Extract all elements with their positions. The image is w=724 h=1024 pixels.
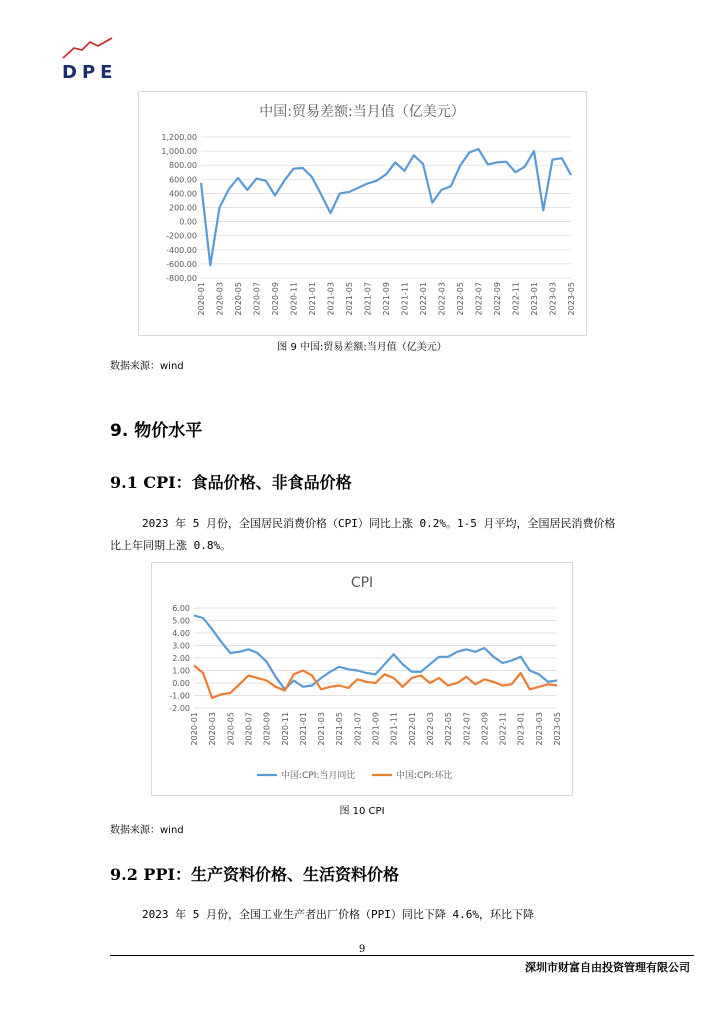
figure-10-source: 数据来源：wind [110, 825, 184, 836]
x-tick-label: 2023-05 [553, 712, 562, 746]
data-point [493, 656, 494, 657]
x-tick-label: 2021-09 [382, 282, 391, 316]
data-point [293, 680, 294, 681]
x-tick-label: 2022-07 [462, 712, 472, 746]
data-point [293, 168, 294, 169]
x-tick-label: 2021-03 [326, 282, 336, 316]
x-tick-label: 2020-09 [262, 712, 272, 746]
data-point [348, 191, 349, 192]
data-point [221, 694, 222, 695]
data-point [402, 686, 403, 687]
y-tick-label: 2.00 [172, 654, 190, 663]
data-point [357, 679, 358, 680]
data-point [284, 180, 285, 181]
data-point [293, 674, 294, 675]
data-point [402, 664, 403, 665]
data-point [547, 684, 548, 685]
data-point [506, 161, 507, 162]
data-point [330, 213, 331, 214]
x-tick-label: 2023-03 [548, 282, 558, 316]
data-point [247, 189, 248, 190]
y-tick-label: 1.00 [172, 666, 190, 676]
data-point [484, 679, 485, 680]
data-point [484, 647, 485, 648]
x-tick-label: 2022-01 [407, 712, 417, 746]
data-point [393, 677, 394, 678]
data-point [321, 689, 322, 690]
data-point [366, 672, 367, 673]
x-tick-label: 2022-05 [444, 712, 454, 746]
data-point [357, 670, 358, 671]
x-tick-label: 2022-11 [498, 712, 508, 746]
y-tick-label: 0.00 [172, 679, 190, 688]
x-tick-label: 2022-01 [419, 282, 428, 316]
data-point [493, 681, 494, 682]
data-point [212, 629, 213, 630]
data-point [529, 670, 530, 671]
data-point [438, 656, 439, 657]
data-point [441, 189, 442, 190]
data-point [339, 193, 340, 194]
data-point [219, 207, 220, 208]
data-point [321, 194, 322, 195]
figure-9-source: 数据来源：wind [110, 361, 184, 372]
y-tick-label: 4.00 [172, 629, 190, 638]
x-tick-label: 2020-11 [289, 282, 299, 316]
data-point [533, 151, 534, 152]
y-tick-label: 200.00 [169, 203, 197, 213]
data-point [248, 649, 249, 650]
data-point [239, 684, 240, 685]
data-point [459, 165, 460, 166]
x-tick-label: 2022-03 [437, 282, 447, 316]
section-9-heading: 9. 物价水平 [110, 421, 203, 441]
series-line [194, 616, 557, 690]
y-tick-label: -800.00 [166, 274, 197, 283]
data-point [330, 671, 331, 672]
data-point [200, 182, 201, 183]
data-point [284, 690, 285, 691]
data-point [538, 686, 539, 687]
data-point [475, 684, 476, 685]
data-point [432, 202, 433, 203]
x-tick-label: 2021-09 [371, 712, 381, 746]
data-point [543, 210, 544, 211]
data-point [438, 677, 439, 678]
data-point [212, 697, 213, 698]
data-point [384, 674, 385, 675]
data-point [256, 178, 257, 179]
data-point [321, 677, 322, 678]
data-point [404, 170, 405, 171]
y-tick-label: 800.00 [169, 161, 197, 171]
data-point [237, 177, 238, 178]
data-point [248, 675, 249, 676]
x-tick-label: 2021-07 [353, 712, 363, 746]
y-tick-label: 3.00 [172, 641, 190, 651]
x-tick-label: 2023-01 [530, 282, 539, 316]
data-point [487, 164, 488, 165]
x-tick-label: 2020-07 [244, 712, 254, 746]
data-point [429, 682, 430, 683]
data-point [375, 682, 376, 683]
cpi-chart [151, 562, 573, 796]
legend-label: 中国:CPI:环比 [396, 771, 453, 781]
data-point [239, 651, 240, 652]
data-point [457, 682, 458, 683]
data-point [448, 685, 449, 686]
x-tick-label: 2021-05 [335, 712, 345, 746]
section-9-1-heading: 9.1 CPI：食品价格、非食品价格 [110, 473, 352, 492]
data-point [411, 677, 412, 678]
data-point [339, 666, 340, 667]
data-point [384, 664, 385, 665]
data-point [275, 686, 276, 687]
x-tick-label: 2020-03 [208, 712, 218, 746]
x-tick-label: 2020-05 [226, 712, 236, 746]
y-tick-label: 6.00 [172, 604, 190, 613]
x-tick-label: 2021-11 [400, 282, 410, 316]
data-point [411, 671, 412, 672]
page-number: 9 [358, 944, 366, 955]
data-point [502, 662, 503, 663]
legend-label: 中国:CPI:当月同比 [281, 771, 356, 781]
y-tick-label: 1,200.00 [161, 133, 197, 142]
data-point [385, 174, 386, 175]
trade-balance-chart-svg [139, 92, 586, 335]
data-point [193, 615, 194, 616]
y-tick-label: 400.00 [169, 189, 197, 199]
x-tick-label: 2022-03 [425, 712, 435, 746]
data-point [221, 641, 222, 642]
data-point [366, 681, 367, 682]
data-point [348, 669, 349, 670]
section-9-2-paragraph: 2023 年 5 月份，全国工业生产者出厂价格（PPI）同比下降 4.6%，环比下降 [142, 908, 534, 921]
data-point [457, 651, 458, 652]
data-point [257, 652, 258, 653]
data-point [466, 649, 467, 650]
data-point [450, 186, 451, 187]
data-point [203, 617, 204, 618]
trade-balance-chart [138, 91, 587, 336]
x-tick-label: 2020-01 [190, 712, 199, 746]
data-point [210, 265, 211, 266]
footer-divider [110, 955, 694, 956]
data-point [275, 676, 276, 677]
y-tick-label: -2.00 [169, 704, 190, 713]
logo-text: DPE [62, 62, 118, 83]
data-point [478, 148, 479, 149]
data-point [311, 675, 312, 676]
x-tick-label: 2022-11 [511, 282, 521, 316]
company-name: 深圳市财富自由投资管理有限公司 [525, 961, 690, 974]
data-point [339, 685, 340, 686]
data-point [547, 681, 548, 682]
data-point [257, 677, 258, 678]
logo-swoosh-icon [63, 38, 112, 58]
x-tick-label: 2020-03 [215, 282, 225, 316]
data-point [266, 661, 267, 662]
x-tick-label: 2021-11 [389, 712, 399, 746]
x-tick-label: 2022-07 [474, 282, 484, 316]
data-point [561, 158, 562, 159]
data-point [358, 187, 359, 188]
data-point [552, 159, 553, 160]
data-point [311, 177, 312, 178]
section-9-2-heading: 9.2 PPI：生产资料价格、生活资料价格 [110, 865, 399, 884]
data-point [529, 689, 530, 690]
y-tick-label: -400.00 [166, 245, 197, 255]
x-tick-label: 2020-05 [234, 282, 243, 316]
data-point [348, 687, 349, 688]
data-point [302, 670, 303, 671]
data-point [395, 162, 396, 163]
data-point [520, 656, 521, 657]
data-point [274, 195, 275, 196]
data-point [228, 189, 229, 190]
x-tick-label: 2023-03 [534, 712, 544, 746]
data-point [556, 685, 557, 686]
x-tick-label: 2023-05 [567, 282, 576, 316]
chart-title: 中国:贸易差额:当月值（亿美元） [259, 104, 465, 120]
data-point [520, 672, 521, 673]
data-point [570, 175, 571, 176]
data-point [448, 656, 449, 657]
data-point [466, 676, 467, 677]
data-point [420, 675, 421, 676]
x-tick-label: 2023-01 [516, 712, 526, 746]
data-point [502, 685, 503, 686]
data-point [302, 686, 303, 687]
x-tick-label: 2020-07 [252, 282, 262, 316]
data-point [422, 163, 423, 164]
figure-10-caption: 图 10 CPI [339, 806, 385, 817]
data-point [511, 684, 512, 685]
data-point [556, 680, 557, 681]
x-tick-label: 2021-07 [363, 282, 373, 316]
y-tick-label: 1,000.00 [161, 147, 197, 157]
section-9-1-paragraph: 2023 年 5 月份，全国居民消费价格（CPI）同比上涨 0.2%。1-5 月平均，全国居民消费价格比上年同期上涨 0.8%。 [110, 517, 616, 552]
data-point [230, 692, 231, 693]
data-point [203, 672, 204, 673]
data-point [393, 654, 394, 655]
data-point [330, 686, 331, 687]
data-point [524, 166, 525, 167]
data-point [376, 180, 377, 181]
data-point [515, 172, 516, 173]
data-point [375, 674, 376, 675]
x-tick-label: 2022-09 [493, 282, 502, 316]
x-tick-label: 2021-01 [308, 282, 317, 316]
data-point [538, 674, 539, 675]
series-line [201, 149, 571, 265]
figure-9-caption: 图 9 中国:贸易差额:当月值（亿美元） [277, 342, 447, 353]
x-tick-label: 2020-01 [197, 282, 206, 316]
cpi-chart-svg [152, 563, 572, 795]
data-point [413, 155, 414, 156]
chart-title: CPI [350, 575, 374, 591]
y-tick-label: -600.00 [166, 259, 197, 269]
data-point [429, 664, 430, 665]
x-tick-label: 2022-09 [480, 712, 490, 746]
data-point [193, 665, 194, 666]
y-tick-label: -1.00 [169, 691, 190, 701]
x-tick-label: 2020-11 [280, 712, 290, 746]
data-point [311, 685, 312, 686]
x-tick-label: 2021-01 [298, 712, 308, 746]
data-point [475, 651, 476, 652]
y-tick-label: 600.00 [169, 175, 197, 185]
x-tick-label: 2021-03 [317, 712, 327, 746]
y-tick-label: 5.00 [172, 616, 190, 626]
x-tick-label: 2022-05 [456, 282, 465, 316]
x-tick-label: 2021-05 [345, 282, 354, 316]
data-point [266, 680, 267, 681]
data-point [367, 183, 368, 184]
data-point [496, 162, 497, 163]
data-point [265, 180, 266, 181]
y-tick-label: 0.00 [179, 217, 197, 227]
data-point [469, 152, 470, 153]
data-point [420, 671, 421, 672]
data-point [511, 660, 512, 661]
data-point [230, 652, 231, 653]
data-point [302, 167, 303, 168]
y-tick-label: -200.00 [166, 231, 197, 241]
x-tick-label: 2020-09 [271, 282, 280, 316]
